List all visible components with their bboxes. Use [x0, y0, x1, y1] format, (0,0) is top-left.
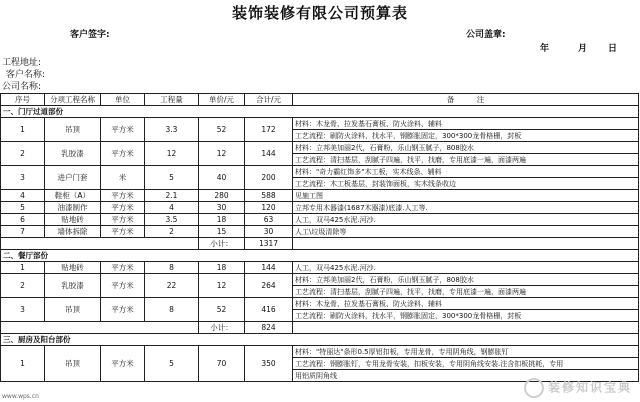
column-header: 序号	[1, 94, 45, 106]
item-note: 材料：立邦美加丽2代，石膏粉，乐山钢玉腻子，808胶水	[293, 274, 639, 286]
section-title: 二、餐厅部份	[1, 250, 639, 262]
item-unit-price: 52	[199, 118, 245, 142]
item-quantity: 2.1	[145, 190, 199, 202]
item-unit: 平方米	[101, 202, 145, 214]
item-unit: 平方米	[101, 226, 145, 238]
item-number: 1	[1, 118, 45, 142]
item-name: 鞋柜（A）	[45, 190, 101, 202]
item-number: 6	[1, 214, 45, 226]
budget-table	[0, 93, 639, 382]
company-name-label: 公司名称:	[2, 82, 42, 92]
column-header: 单价/元	[199, 94, 245, 106]
item-unit-price: 15	[199, 226, 245, 238]
item-name: 进户门套	[45, 166, 101, 190]
item-unit-price: 70	[199, 346, 245, 382]
item-note: 材料：木龙骨、拉发基石膏板、防火涂料、辅料	[293, 118, 639, 130]
item-total: 120	[245, 202, 293, 214]
item-number: 1	[1, 262, 45, 274]
client-sign-label: 客户签字:	[70, 30, 110, 40]
table-row	[1, 346, 639, 358]
table-row	[1, 202, 639, 214]
empty-cell	[1, 238, 199, 250]
table-row	[1, 214, 639, 226]
item-total: 144	[245, 262, 293, 274]
item-name: 墙体拆除	[45, 226, 101, 238]
item-total: 144	[245, 142, 293, 166]
date-day: 日	[608, 44, 618, 54]
subtotal-value: 824	[245, 322, 293, 334]
item-unit: 平方米	[101, 298, 145, 322]
date-year: 年	[540, 44, 550, 54]
section-header-row	[1, 334, 639, 346]
table-row	[1, 118, 639, 130]
item-name: 贴地砖	[45, 262, 101, 274]
item-total: 588	[245, 190, 293, 202]
item-number: 5	[1, 202, 45, 214]
item-quantity: 2	[145, 226, 199, 238]
item-total: 30	[245, 226, 293, 238]
item-name: 贴地砖	[45, 214, 101, 226]
empty-cell	[1, 322, 199, 334]
item-total: 63	[245, 214, 293, 226]
item-number: 2	[1, 142, 45, 166]
item-note: 工艺流程：清扫基层，刮腻子四遍，找平，找磨，专用底漆一遍，面漆两遍	[293, 154, 639, 166]
table-row	[1, 274, 639, 286]
item-quantity: 4	[145, 202, 199, 214]
item-note: 见施工图	[293, 190, 639, 202]
site-url: www.wps.cn	[2, 393, 39, 400]
column-header: 单位	[101, 94, 145, 106]
subtotal-row	[1, 322, 639, 334]
subtotal-value: 1317	[245, 238, 293, 250]
item-total: 264	[245, 274, 293, 298]
item-unit: 平方米	[101, 346, 145, 382]
item-name: 油漆制作	[45, 202, 101, 214]
item-name: 吊顶	[45, 346, 101, 382]
subtotal-label: 小计：	[199, 238, 245, 250]
table-row	[1, 262, 639, 274]
company-seal-label: 公司盖章:	[466, 30, 506, 40]
empty-cell	[293, 322, 639, 334]
item-quantity: 5	[145, 346, 199, 382]
table-row	[1, 298, 639, 310]
item-note: 工艺流程：清扫基层，刮腻子四遍，找平，找磨，专用底漆一遍，面漆两遍	[293, 286, 639, 298]
section-title: 三、厨房及阳台部份	[1, 334, 639, 346]
section-title: 一、门厅过道部份	[1, 106, 639, 118]
section-header-row	[1, 250, 639, 262]
watermark	[524, 378, 632, 398]
item-note: 工艺流程：刷防火涂料，找水平，钢膨胀固定，300*300龙骨格栅，封板	[293, 130, 639, 142]
item-unit: 平方米	[101, 190, 145, 202]
item-note: 工艺流程：木工板基层，封装饰面板，实木线条收边	[293, 178, 639, 190]
item-quantity: 22	[145, 274, 199, 298]
item-number: 4	[1, 190, 45, 202]
item-total: 416	[245, 298, 293, 322]
item-note: 材料：木龙骨、拉发基石膏板、防火涂料、辅料	[293, 298, 639, 310]
column-header: 合计/元	[245, 94, 293, 106]
item-note: 用铝质阴角线	[293, 370, 639, 382]
item-name: 吊顶	[45, 298, 101, 322]
empty-cell	[293, 238, 639, 250]
item-name: 乳胶漆	[45, 274, 101, 298]
item-unit-price: 18	[199, 214, 245, 226]
item-unit: 平方米	[101, 118, 145, 142]
project-address-label: 工程地址:	[2, 58, 42, 68]
item-total: 350	[245, 346, 293, 382]
item-note: 材料："特丽达"条形0.5厚铝扣板，专用龙骨，专用阴角线，钢膨胀钉	[293, 346, 639, 358]
column-header: 分项工程名称	[45, 94, 101, 106]
item-note: 材料："奇力霸红饰多"木工板，实木线条、辅料	[293, 166, 639, 178]
client-name-label: 客户名称:	[6, 70, 46, 80]
item-unit: 米	[101, 166, 145, 190]
subtotal-row	[1, 238, 639, 250]
sheet-title: 装饰装修有限公司预算表	[231, 4, 408, 22]
item-quantity: 3.5	[145, 214, 199, 226]
item-total: 200	[245, 166, 293, 190]
item-note: 立邦专用木器漆(1687木器漆)底漆.人工等.	[293, 202, 639, 214]
table-row	[1, 142, 639, 154]
item-note: 人工，双马425水泥.河沙.	[293, 262, 639, 274]
table-header-row	[1, 94, 639, 106]
table-row	[1, 190, 639, 202]
item-note: 工艺流程：刷防火涂料，找水平，钢膨胀固定，300*300龙骨格栅，封板	[293, 310, 639, 322]
item-note: 人工，双马425水泥.河沙.	[293, 214, 639, 226]
item-unit-price: 30	[199, 202, 245, 214]
section-header-row	[1, 106, 639, 118]
column-header: 工程量	[145, 94, 199, 106]
item-number: 3	[1, 298, 45, 322]
item-quantity: 12	[145, 142, 199, 166]
item-number: 7	[1, 226, 45, 238]
item-unit-price: 18	[199, 262, 245, 274]
table-row	[1, 166, 639, 178]
item-number: 1	[1, 346, 45, 382]
column-header: 备 注	[293, 94, 639, 106]
item-quantity: 3.3	[145, 118, 199, 142]
item-note: 工艺流程：钢膨胀钉，专用龙骨安装，扣板安装，专用阴角线安装.注含扣板挑耗，专用	[293, 358, 639, 370]
item-name: 吊顶	[45, 118, 101, 142]
item-unit-price: 40	[199, 166, 245, 190]
item-unit-price: 12	[199, 274, 245, 298]
item-unit: 平方米	[101, 274, 145, 298]
item-note: 人工\垃圾清除等	[293, 226, 639, 238]
item-number: 2	[1, 274, 45, 298]
item-number: 3	[1, 166, 45, 190]
table-row	[1, 226, 639, 238]
item-unit-price: 12	[199, 142, 245, 166]
item-quantity: 8	[145, 262, 199, 274]
item-quantity: 8	[145, 298, 199, 322]
item-unit-price: 52	[199, 298, 245, 322]
item-note: 材料：立邦美加丽2代，石膏粉，乐山钢玉腻子，808胶水	[293, 142, 639, 154]
item-unit: 平方米	[101, 214, 145, 226]
item-quantity: 5	[145, 166, 199, 190]
date-month: 月	[578, 44, 588, 54]
item-total: 172	[245, 118, 293, 142]
watermark-logo-icon	[524, 378, 544, 398]
watermark-text: 装修知识宝典	[547, 380, 632, 395]
item-unit: 平方米	[101, 262, 145, 274]
item-name: 乳胶漆	[45, 142, 101, 166]
item-unit-price: 280	[199, 190, 245, 202]
item-unit: 平方米	[101, 142, 145, 166]
subtotal-label: 小计：	[199, 322, 245, 334]
